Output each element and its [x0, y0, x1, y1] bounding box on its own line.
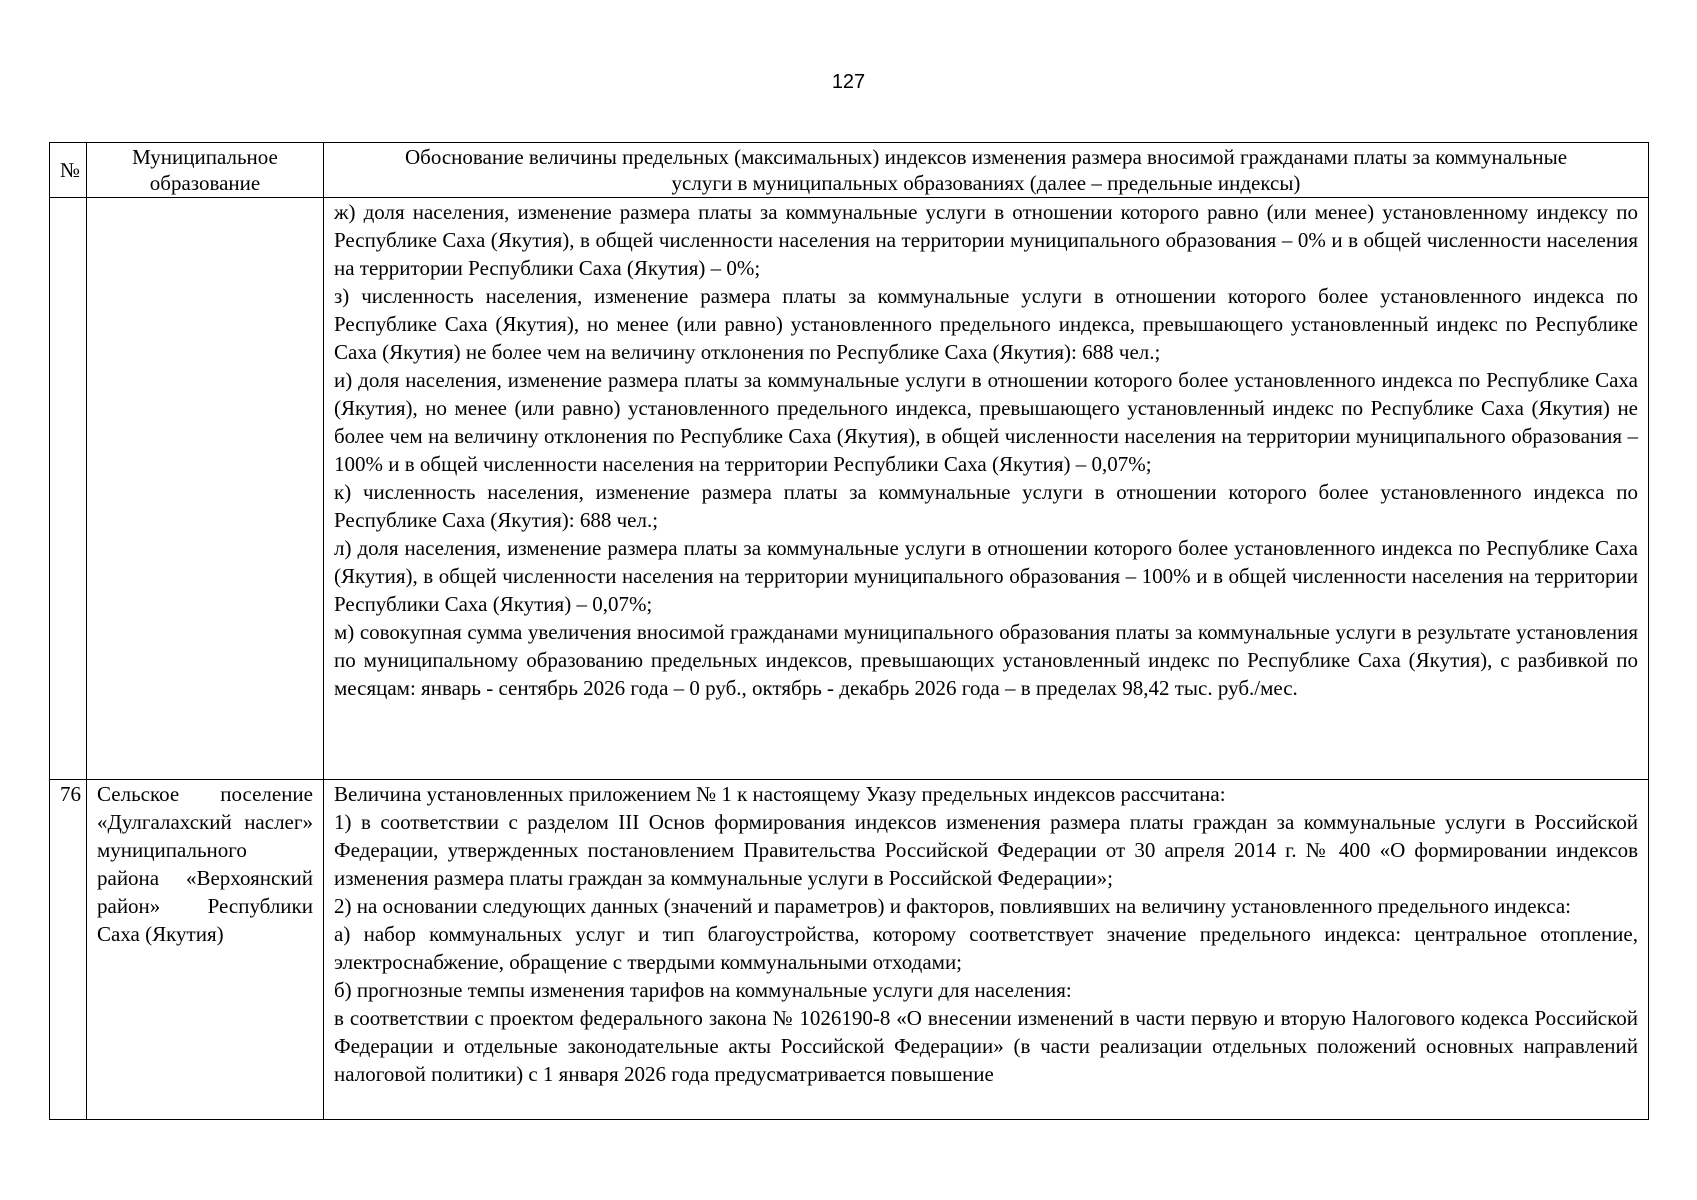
- paragraph-zh: ж) доля населения, изменение размера платы за коммунальные услуги в отношении которого равно (или менее) установленному индексу по Республике Саха (Якутия), в общей численности населения на территории муниципального образования – 0% и в общей численности населения на территории Республики Саха (Якутия) – 0%;: [334, 200, 1638, 280]
- table-row: [50, 198, 1649, 780]
- page-number: 127: [831, 71, 866, 93]
- paragraph-i: и) доля населения, изменение размера платы за коммунальные услуги в отношении которого более установленного индекса по Республике Саха (Якутия), но менее (или равно) установленного предельного индекса, превышающего установленный индекс по Республике Саха (Якутия) не более чем на величину отклонения по Республике Саха (Якутия), в общей численности населения на территории муниципального образования – 100% и в общей численности населения на территории Республики Саха (Якутия) – 0,07%;: [334, 368, 1638, 476]
- row-number: [50, 198, 87, 780]
- row-justification: [324, 198, 1649, 780]
- paragraph-l: л) доля населения, изменение размера платы за коммунальные услуги в отношении которого более установленного индекса по Республике Саха (Якутия), в общей численности населения на территории муниципального образования – 100% и в общей численности населения на территории Республики Саха (Якутия) – 0,07%;: [334, 536, 1638, 616]
- header-municipality: Муниципальное образование: [87, 143, 324, 198]
- table-row: [50, 780, 1649, 1120]
- paragraph-k: к) численность населения, изменение размера платы за коммунальные услуги в отношении которого более установленного индекса по Республике Саха (Якутия): 688 чел.;: [334, 480, 1638, 532]
- paragraph-2: 2) на основании следующих данных (значений и параметров) и факторов, повлиявших на величину установленного предельного индекса:: [334, 894, 1572, 918]
- paragraph-intro: Величина установленных приложением № 1 к настоящему Указу предельных индексов рассчитана:: [334, 782, 1226, 806]
- paragraph-z: з) численность населения, изменение размера платы за коммунальные услуги в отношении которого более установленного индекса по Республике Саха (Якутия), но менее (или равно) установленного предельного индекса, превышающего установленный индекс по Республике Саха (Якутия) не более чем на величину отклонения по Республике Саха (Якутия): 688 чел.;: [334, 284, 1638, 364]
- header-justification: Обоснование величины предельных (максимальных) индексов изменения размера вносимой гражданами платы за коммунальные услуги в муниципальных образованиях (далее – предельные индексы): [324, 143, 1649, 198]
- paragraph-a: а) набор коммунальных услуг и тип благоустройства, которому соответствует значение предельного индекса: центральное отопление, электроснабжение, обращение с твердыми коммунальными отходами;: [334, 922, 1638, 974]
- paragraph-b-detail: в соответствии с проектом федерального закона № 1026190-8 «О внесении изменений в части первую и вторую Налогового кодекса Российской Федерации и отдельные законодательные акты Российской Федерации» (в части реализации отдельных положений основных направлений налоговой политики) с 1 января 2026 года предусматривается повышение: [334, 1006, 1638, 1086]
- header-number: №: [50, 143, 87, 198]
- table-header-row: [50, 143, 1649, 198]
- indices-justification-table: [49, 142, 1649, 1120]
- row-number: 76: [50, 780, 87, 1120]
- row-municipality: Сельское поселение «Дулгалахский наслег» муниципального района «Верхоянский район» Республики Саха (Якутия): [87, 780, 324, 1120]
- row-justification: [324, 780, 1649, 1120]
- paragraph-b: б) прогнозные темпы изменения тарифов на коммунальные услуги для населения:: [334, 978, 1072, 1002]
- row-municipality: [87, 198, 324, 780]
- paragraph-1: 1) в соответствии с разделом III Основ формирования индексов изменения размера платы граждан за коммунальные услуги в Российской Федерации, утвержденных постановлением Правительства Российской Федерации от 30 апреля 2014 г. № 400 «О формировании индексов изменения размера платы граждан за коммунальные услуги в Российской Федерации»;: [334, 810, 1638, 890]
- paragraph-m: м) совокупная сумма увеличения вносимой гражданами муниципального образования платы за коммунальные услуги в результате установления по муниципальному образованию предельных индексов, превышающих установленный индекс по Республике Саха (Якутия), с разбивкой по месяцам: январь - сентябрь 2026 года – 0 руб., октябрь - декабрь 2026 года – в пределах 98,42 тыс. руб./мес.: [334, 620, 1638, 700]
